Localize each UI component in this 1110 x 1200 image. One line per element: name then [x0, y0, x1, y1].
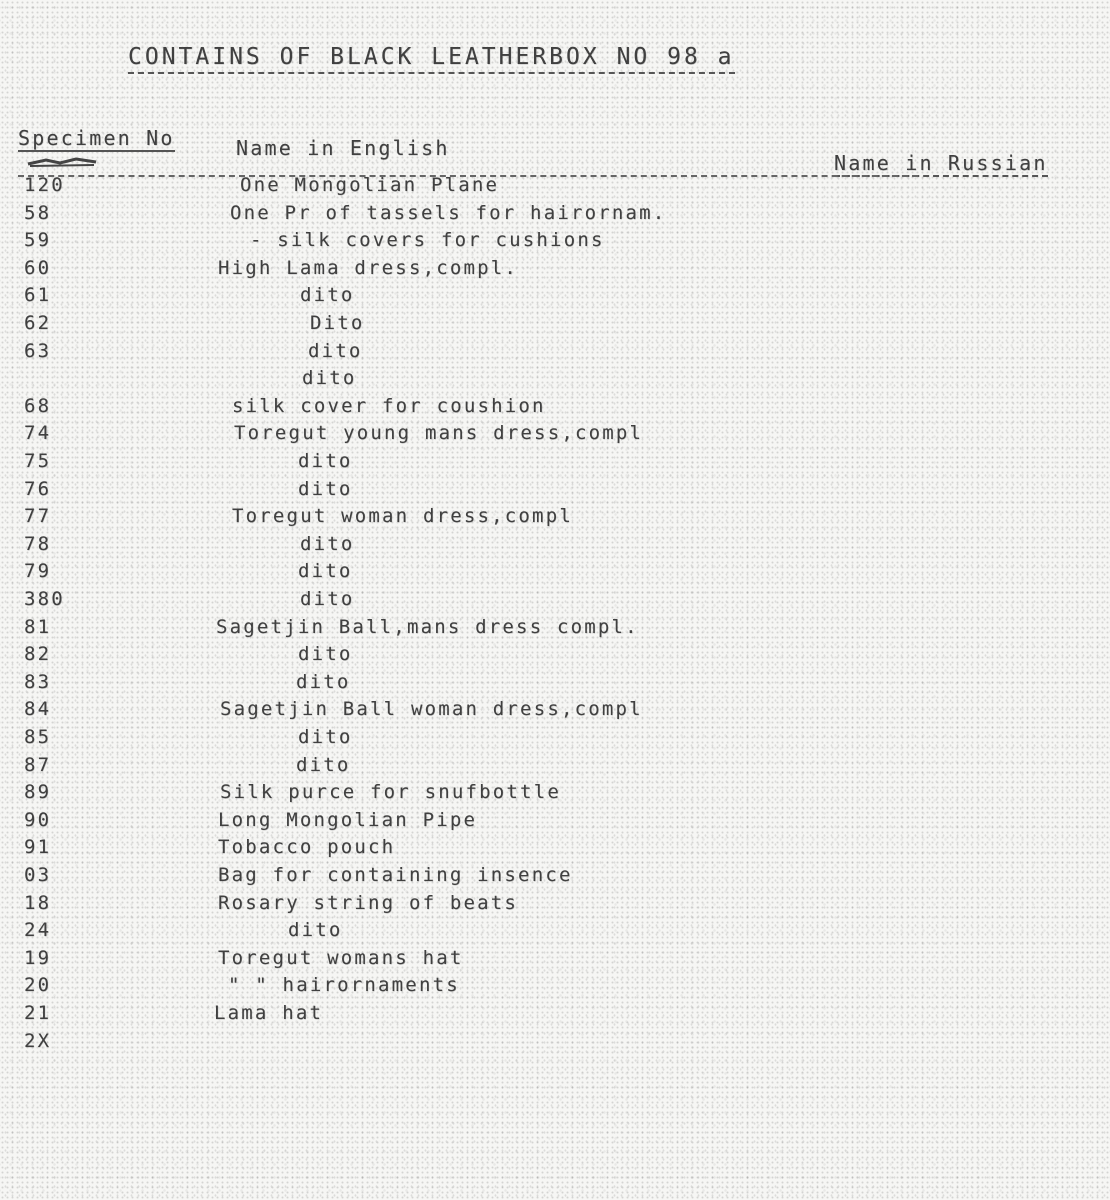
list-item [0, 340, 900, 362]
list-item [0, 671, 900, 693]
item-name-english: High Lama dress,compl. [218, 256, 519, 279]
list-item [0, 1030, 900, 1052]
specimen-number: 24 [24, 919, 52, 942]
specimen-number: 120 [24, 174, 65, 196]
document-title: CONTAINS OF BLACK LEATHERBOX NO 98 a [128, 44, 735, 74]
list-item [0, 312, 900, 334]
header-name-in-english: Name in English [236, 136, 450, 160]
item-name-english: silk cover for coushion [232, 394, 546, 417]
list-item [0, 478, 900, 500]
specimen-number: 58 [24, 201, 52, 224]
item-name-english: dito [298, 477, 353, 500]
item-name-english: - silk covers for cushions [250, 229, 605, 252]
specimen-number: 76 [24, 477, 52, 500]
specimen-number: 61 [24, 284, 52, 307]
item-name-english: Silk purce for snufbottle [220, 781, 561, 804]
list-item [0, 616, 900, 638]
list-item [0, 257, 900, 279]
specimen-number: 79 [24, 560, 52, 583]
list-item [0, 726, 900, 748]
list-item [0, 505, 900, 527]
list-item [0, 588, 900, 610]
item-name-english: Lama hat [214, 1002, 324, 1024]
list-item [0, 698, 900, 720]
item-name-english: Sagetjin Ball woman dress,compl [220, 698, 643, 721]
list-item [0, 395, 900, 417]
item-name-english: dito [308, 339, 363, 362]
list-item [0, 422, 900, 444]
specimen-number: 60 [24, 256, 52, 279]
specimen-number: 90 [24, 808, 52, 831]
item-name-english: One Mongolian Plane [240, 174, 500, 196]
specimen-number: 89 [24, 781, 52, 804]
item-name-english: Rosary string of beats [218, 891, 519, 914]
item-name-english: dito [298, 450, 353, 472]
list-item [0, 974, 900, 996]
item-name-english: Dito [310, 312, 365, 334]
list-item [0, 284, 900, 306]
specimen-number: 63 [24, 339, 52, 362]
item-name-english: dito [300, 588, 355, 610]
item-name-english: One Pr of tassels for hairornam. [230, 201, 667, 224]
item-name-english: dito [296, 753, 351, 776]
specimen-number: 77 [24, 505, 52, 528]
specimen-number: 62 [24, 312, 52, 334]
header-name-in-russian: Name in Russian [834, 151, 1048, 175]
specimen-number: 2X [24, 1029, 52, 1052]
list-item [0, 781, 900, 803]
item-name-english: dito [300, 532, 355, 555]
specimen-number: 20 [24, 974, 52, 997]
specimen-number: 74 [24, 422, 52, 445]
specimen-number: 83 [24, 670, 52, 693]
list-item [0, 174, 900, 196]
item-name-english: dito [302, 367, 357, 390]
list-item [0, 836, 900, 858]
item-name-english: Tobacco pouch [218, 836, 396, 859]
item-name-english: dito [298, 560, 353, 583]
specimen-number: 91 [24, 836, 52, 859]
specimen-number: 85 [24, 726, 52, 748]
list-item [0, 643, 900, 665]
specimen-number: 81 [24, 615, 52, 638]
item-name-english: " " hairornaments [228, 974, 460, 997]
item-name-english: Bag for containing insence [218, 864, 573, 886]
list-item [0, 892, 900, 914]
list-item [0, 560, 900, 582]
item-name-english: Toregut young mans dress,compl [234, 422, 644, 445]
specimen-number: 19 [24, 946, 52, 969]
specimen-number: 78 [24, 532, 52, 555]
list-item [0, 202, 900, 224]
list-item [0, 450, 900, 472]
list-item [0, 367, 900, 389]
item-name-english: dito [300, 284, 355, 307]
specimen-number: 84 [24, 698, 52, 721]
item-name-english: Long Mongolian Pipe [218, 808, 478, 831]
item-name-english: Sagetjin Ball,mans dress compl. [216, 615, 639, 638]
list-item [0, 947, 900, 969]
item-name-english: Toregut woman dress,compl [232, 505, 573, 528]
list-item [0, 533, 900, 555]
item-name-english: dito [296, 670, 351, 693]
specimen-number: 82 [24, 643, 52, 666]
specimen-number: 59 [24, 229, 52, 252]
header-specimen-no: Specimen No [18, 126, 175, 150]
list-item [0, 919, 900, 941]
specimen-number: 21 [24, 1002, 52, 1024]
list-item [0, 1002, 900, 1024]
list-item [0, 754, 900, 776]
specimen-number: 380 [24, 588, 65, 610]
item-name-english: dito [298, 643, 353, 666]
list-item [0, 864, 900, 886]
strikeout-mark [26, 156, 98, 168]
specimen-number: 18 [24, 891, 52, 914]
specimen-number: 68 [24, 394, 52, 417]
specimen-number: 87 [24, 753, 52, 776]
item-name-english: Toregut womans hat [218, 946, 464, 969]
item-name-english: dito [298, 726, 353, 748]
item-name-english: dito [288, 919, 343, 942]
list-item [0, 229, 900, 251]
specimen-number: 75 [24, 450, 52, 472]
list-item [0, 809, 900, 831]
specimen-number: 03 [24, 864, 52, 886]
